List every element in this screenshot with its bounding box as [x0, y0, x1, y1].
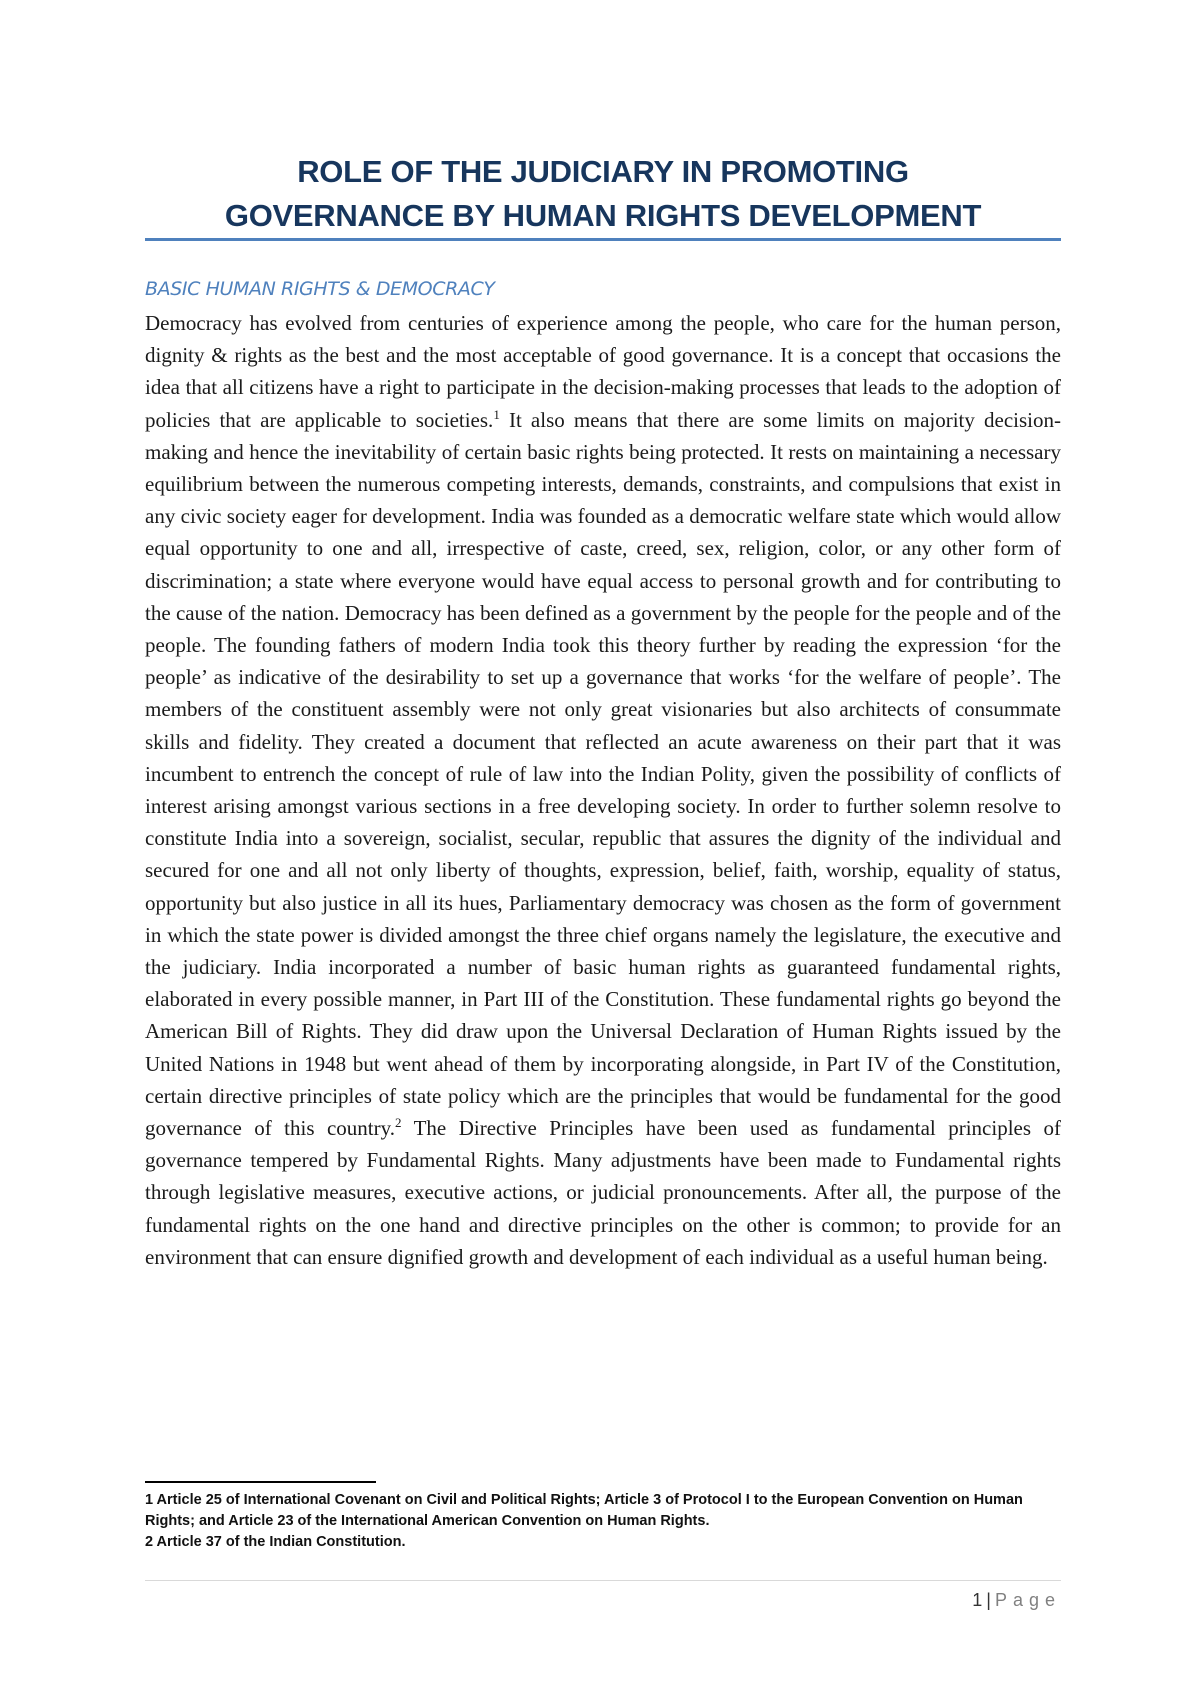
- body-text-part-2: It also means that there are some limits on majority decision-making and hence the inevitability of certain basic rights being protected. It rests on maintaining a necessary equilibrium between the numerous competing interests, demands, constraints, and compulsions that exist in any civic society eager for development. India was founded as a democratic welfare state which would allow equal opportunity to one and all, irrespective of caste, creed, sex, religion, color, or any other form of discrimination; a state where everyone would have equal access to personal growth and for contributing to the cause of the nation. Democracy has been defined as a government by the people for the people and of the people. The founding fathers of modern India took this theory further by reading the expression ‘for the people’ as indicative of the desirability to set up a governance that works ‘for the welfare of people’. The members of the constituent assembly were not only great visionaries but also architects of consummate skills and fidelity. They created a document that reflected an acute awareness on their part that it was incumbent to entrench the concept of rule of law into the Indian Polity, given the possibility of conflicts of interest arising amongst various sections in a free developing society. In order to further solemn resolve to constitute India into a sovereign, socialist, secular, republic that assures the dignity of the individual and secured for one and all not only liberty of thoughts, expression, belief, faith, worship, equality of status, opportunity but also justice in all its hues, Parliamentary democracy was chosen as the form of government in which the state power is divided amongst the three chief organs namely the legislature, the executive and the judiciary. India incorporated a number of basic human rights as guaranteed fundamental rights, elaborated in every possible manner, in Part III of the Constitution. These fundamental rights go beyond the American Bill of Rights. They did draw upon the Universal Declaration of Human Rights issued by the United Nations in 1948 but went ahead of them by incorporating alongside, in Part IV of the Constitution, certain directive principles of state policy which are the principles that would be fundamental for the good governance of this country.: [145, 407, 1062, 1141]
- footnote-ref-1[interactable]: 1: [493, 406, 500, 422]
- footnote-1: 1 Article 25 of International Covenant on Civil and Political Rights; Article 3 of Protocol I to the European Convention on Human Rights; and Article 23 of the International American Convention on Human Rights.: [145, 1492, 1023, 1529]
- body-paragraph: [145, 307, 1061, 1273]
- footnote-2: 2 Article 37 of the Indian Constitution.: [145, 1534, 406, 1550]
- footnote-ref-2[interactable]: 2: [395, 1115, 402, 1131]
- footnote-separator: [145, 1481, 376, 1483]
- document-title: [145, 150, 1061, 238]
- footer-rule: [145, 1580, 1061, 1581]
- page-number: 1: [972, 1590, 983, 1610]
- page-footer: [972, 1588, 1061, 1612]
- footnotes: [145, 1490, 1061, 1553]
- title-underline-rule: [145, 238, 1061, 241]
- page-label: Page: [994, 1590, 1061, 1610]
- body-text-part-3: The Directive Principles have been used as fundamental principles of governance tempered by Fundamental Rights. Many adjustments have been made to Fundamental rights through legislative measures, executive actions, or judicial pronouncements. After all, the purpose of the fundamental rights on the one hand and directive principles on the other is common; to provide for an environment that can ensure dignified growth and development of each individual as a useful human being.: [145, 1116, 1061, 1269]
- title-line-2: GOVERNANCE BY HUMAN RIGHTS DEVELOPMENT: [224, 198, 982, 233]
- title-line-1: ROLE OF THE JUDICIARY IN PROMOTING: [297, 154, 909, 189]
- footer-separator: |: [986, 1590, 991, 1610]
- body-text-part-1: Democracy has evolved from centuries of experience among the people, who care for the human person, dignity & rights as the best and the most acceptable of good governance. It is a concept that occasions the idea that all citizens have a right to participate in the decision-making processes that leads to the adoption of policies that are applicable to societies.: [145, 311, 1061, 432]
- section-heading: BASIC HUMAN RIGHTS & DEMOCRACY: [145, 278, 495, 300]
